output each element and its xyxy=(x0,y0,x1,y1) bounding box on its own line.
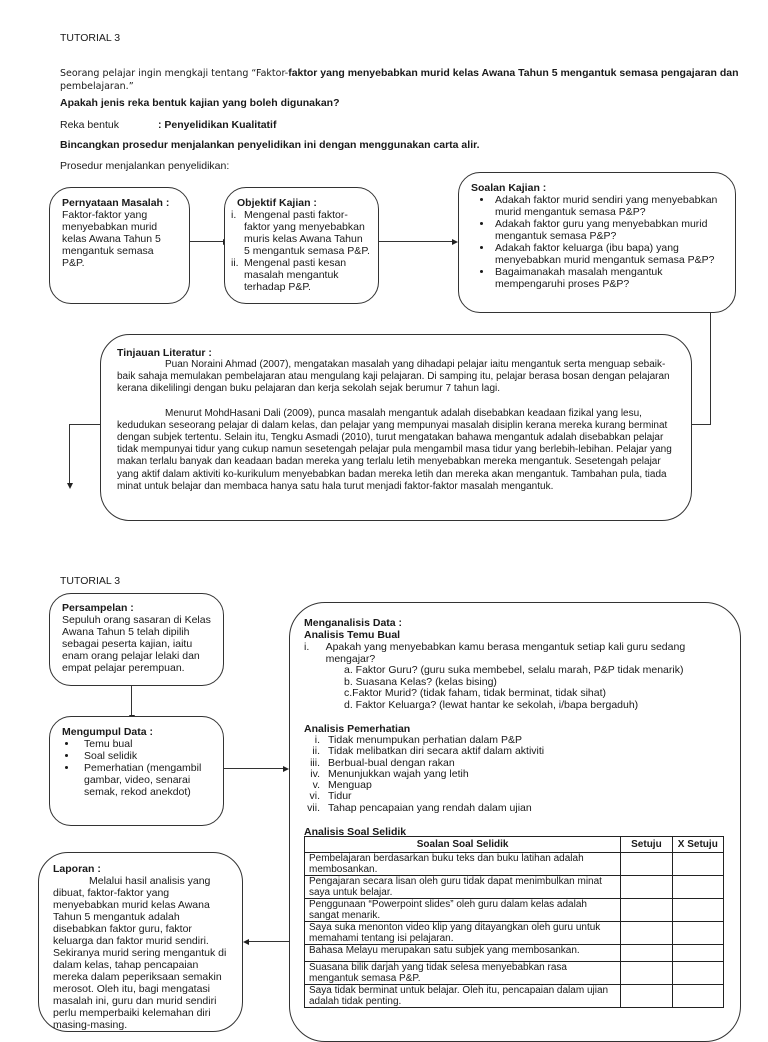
sampling-text: Sepuluh orang sasaran di Kelas Awana Tahun 5 telah dipilih sebagai peserta kajian, iaitu enam orang pelajar lelaki dan empat pelajar perempuan. xyxy=(62,614,211,674)
procedure-label: Prosedur menjalankan penyelidikan: xyxy=(60,160,230,172)
intro-suffix: pembelajaran.” xyxy=(60,81,134,92)
observation-item xyxy=(304,803,730,814)
connector-sampling-down xyxy=(131,686,132,716)
observation-num: i. xyxy=(314,734,320,746)
report-title: Laporan : xyxy=(53,863,101,875)
interview-question-num: i. xyxy=(304,641,310,653)
disagree-cell[interactable] xyxy=(672,899,723,922)
observation-text: Tidak menumpukan perhatian dalam P&P xyxy=(328,734,522,746)
disagree-cell[interactable] xyxy=(672,945,723,962)
question-cell: Suasana bilik darjah yang tidak selesa menyebabkan rasa mengantuk semasa P&P. xyxy=(305,962,621,985)
design-label: Reka bentuk xyxy=(60,119,119,131)
connector-horizontal-left xyxy=(69,424,100,425)
observation-text: Berbual-bual dengan rakan xyxy=(328,756,455,769)
observation-num: iii. xyxy=(310,756,320,769)
intro-prefix: Seorang pelajar ingin mengkaji tentang “Faktor- xyxy=(60,68,289,79)
disagree-cell[interactable] xyxy=(672,985,723,1008)
question-cell: Saya tidak berminat untuk belajar. Oleh itu, pencapaian dalam ujian adalah tidak penting. xyxy=(305,985,621,1008)
report-box xyxy=(38,852,243,1032)
research-question-item: • Adakah faktor guru yang menyebabkan murid mengantuk semasa P&P? xyxy=(493,218,725,242)
intro-bold: faktor yang menyebabkan murid kelas Awana Tahun 5 mengantuk semasa pengajaran dan xyxy=(288,67,739,79)
objectives-title: Objektif Kajian : xyxy=(237,197,317,209)
arrow-down-icon xyxy=(67,483,73,489)
question-cell: Pengajaran secara lisan oleh guru tidak dapat menimbulkan minat saya untuk belajar. xyxy=(305,876,621,899)
observation-text: Tidur xyxy=(328,790,352,803)
data-collection-item: • Pemerhatian (mengambil gambar, video, senarai semak, rekod anekdot) xyxy=(78,762,215,798)
observation-item xyxy=(304,746,730,757)
table-row xyxy=(305,945,724,962)
analysis-title: Menganalisis Data : xyxy=(304,617,403,629)
observation-item xyxy=(304,780,730,791)
interview-question xyxy=(304,641,730,665)
table-row xyxy=(305,962,724,985)
agree-cell[interactable] xyxy=(621,899,672,922)
disagree-cell[interactable] xyxy=(672,876,723,899)
literature-review-box xyxy=(100,334,692,521)
sampling-title: Persampelan : xyxy=(62,602,134,614)
objective-item xyxy=(231,257,370,293)
research-questions-title: Soalan Kajian : xyxy=(471,182,547,194)
research-question-item: • Adakah faktor murid sendiri yang menyebabkan murid mengantuk semasa P&P? xyxy=(493,194,725,218)
connector-analysis-left xyxy=(249,941,289,942)
objective-num: ii. xyxy=(231,257,239,269)
observation-text: Menguap xyxy=(328,779,372,792)
agree-cell[interactable] xyxy=(621,985,672,1008)
research-question-item: • Bagaimanakah masalah mengantuk mempengaruhi proses P&P? xyxy=(493,266,725,290)
connector-vertical-right xyxy=(710,313,711,424)
data-collection-title: Mengumpul Data : xyxy=(62,726,153,738)
agree-cell[interactable] xyxy=(621,922,672,945)
observation-text: Tahap pencapaian yang rendah dalam ujian xyxy=(328,801,532,814)
agree-cell[interactable] xyxy=(621,945,672,962)
data-collection-item: • Temu bual xyxy=(78,738,215,750)
objectives-box xyxy=(224,187,379,304)
table-row xyxy=(305,922,724,945)
interview-option: a. Faktor Guru? (guru suka membebel, selalu marah, P&P tidak menarik) xyxy=(344,664,684,676)
observation-num: ii. xyxy=(312,745,320,758)
disagree-cell[interactable] xyxy=(672,853,723,876)
table-row xyxy=(305,899,724,922)
objective-text: Mengenal pasti kesan masalah mengantuk terhadap P&P. xyxy=(244,257,347,293)
problem-statement-title: Pernyataan Masalah : xyxy=(62,197,170,209)
column-header: Setuju xyxy=(621,837,672,853)
question-cell: Bahasa Melayu merupakan satu subjek yang membosankan. xyxy=(305,945,621,962)
arrow-line-2 xyxy=(379,241,453,242)
report-text: Melalui hasil analisis yang dibuat, faktor-faktor yang menyebabkan murid kelas Awana Tahun 5 mengantuk adalah disebabkan faktor guru, faktor keluarga dan faktor murid sendiri. Sekiranya murid sering mengantuk di dalam kelas, tahap pencapaian mereka dalam peperiksaan semakin merosot. Oleh itu, bagi mengatasi masalah ini, guru dan murid sendiri perlu memperbaiki kelemahan diri masing-masing. xyxy=(53,875,227,1031)
interview-option: d. Faktor Keluarga? (lewat hantar ke sekolah, i/bapa bergaduh) xyxy=(344,698,639,711)
connector-vertical-left xyxy=(69,424,70,484)
data-collection-box xyxy=(49,716,224,826)
agree-cell[interactable] xyxy=(621,876,672,899)
column-header: X Setuju xyxy=(672,837,723,853)
question-design: Apakah jenis reka bentuk kajian yang boleh digunakan? xyxy=(60,97,340,109)
research-questions-box xyxy=(458,172,736,313)
interview-question-text: Apakah yang menyebabkan kamu berasa mengantuk setiap kali guru sedang mengajar? xyxy=(325,641,686,665)
column-header: Soalan Soal Selidik xyxy=(305,837,621,853)
arrow-left-icon xyxy=(243,939,249,945)
observation-num: vii. xyxy=(307,801,320,814)
interview-title: Analisis Temu Bual xyxy=(304,629,401,641)
interview-option: b. Suasana Kelas? (kelas bising) xyxy=(344,675,497,688)
questionnaire-title: Analisis Soal Selidik xyxy=(304,826,407,839)
agree-cell[interactable] xyxy=(621,853,672,876)
observation-text: Menunjukkan wajah yang letih xyxy=(328,767,469,780)
objective-item xyxy=(231,209,370,257)
table-header-row xyxy=(305,837,724,853)
agree-cell[interactable] xyxy=(621,962,672,985)
observation-num: iv. xyxy=(310,767,320,780)
research-question-item: • Adakah faktor keluarga (ibu bapa) yang menyebabkan murid mengantuk semasa P&P? xyxy=(493,242,725,266)
observation-num: vi. xyxy=(309,790,320,803)
literature-paragraph: Menurut MohdHasani Dali (2009), punca masalah mengantuk adalah disebabkan keadaan fizikal yang lesu, kedudukan seseorang pelajar di dalam kelas, dan pelajar yang mempunyai masalah disiplin kerana mereka kurang berminat dengan subjek tertentu. Selain itu, Tengku Asmadi (2010), turut mengatakan bahawa mengantuk adalah disebabkan pelajar tidak mempunyai tidur yang cukup namun sesetengah pelajar pula mengambil masa tidur yang berlebih-lebihan. Pelajar yang makan terlalu banyak dan keadaan badan mereka yang terlalu letih menyebabkan mereka mengantuk. Sesetengah pelajar yang aktif dalam aktiviti ko-kurikulum menyebabkan badan mereka letih dan mereka akan mengantuk. Tambahan pula, tiada minat untuk belajar dan membaca hanya satu hala turut menjadi faktor-faktor masalah mengantuk. xyxy=(117,407,672,492)
disagree-cell[interactable] xyxy=(672,962,723,985)
question-cell: Pembelajaran berdasarkan buku teks dan buku latihan adalah membosankan. xyxy=(305,853,621,876)
observation-text: Tidak melibatkan diri secara aktif dalam aktiviti xyxy=(328,745,545,758)
disagree-cell[interactable] xyxy=(672,922,723,945)
question-cell: Penggunaan “Powerpoint slides” oleh guru dalam kelas adalah sangat menarik. xyxy=(305,899,621,922)
interview-option: c.Faktor Murid? (tidak faham, tidak berminat, tidak sihat) xyxy=(344,687,607,699)
question-procedure: Bincangkan prosedur menjalankan penyelidikan ini dengan menggunakan carta alir. xyxy=(60,139,480,151)
table-row xyxy=(305,853,724,876)
table-row xyxy=(305,985,724,1008)
design-value: : Penyelidikan Kualitatif xyxy=(158,119,277,131)
page1-heading: TUTORIAL 3 xyxy=(60,32,121,44)
observation-title: Analisis Pemerhatian xyxy=(304,723,411,735)
connector-collection-right xyxy=(224,768,284,769)
objective-text: Mengenal pasti faktor-faktor yang menyebabkan muris kelas Awana Tahun 5 mengantuk semasa P&P. xyxy=(244,209,370,257)
problem-statement-text: Faktor-faktor yang menyebabkan murid kelas Awana Tahun 5 mengantuk semasa P&P. xyxy=(62,209,161,269)
literature-paragraph: Puan Noraini Ahmad (2007), mengatakan masalah yang dihadapi pelajar iaitu mengantuk serta menguap sebaik-baik sahaja memulakan pembelajaran atau mengulang kaji pelajaran. Di samping itu, pelajar berasa bosan dengan pelajaran kerana dikelilingi dengan buku pelajaran dan kerja sekolah sejak berumur 7 tahun lagi. xyxy=(117,359,670,395)
data-collection-item: • Soal selidik xyxy=(78,750,215,762)
table-row xyxy=(305,876,724,899)
question-cell: Saya suka menonton video klip yang ditayangkan oleh guru untuk memahami tentang isi pelajaran. xyxy=(305,922,621,945)
sampling-box xyxy=(49,593,224,686)
questionnaire-table xyxy=(304,836,724,1008)
page2-heading: TUTORIAL 3 xyxy=(60,575,121,587)
problem-statement-box xyxy=(49,187,190,304)
observation-num: v. xyxy=(312,779,320,792)
literature-review-title: Tinjauan Literatur : xyxy=(117,347,212,359)
arrow-line-1 xyxy=(190,241,224,242)
intro-text xyxy=(60,67,740,93)
objective-num: i. xyxy=(231,209,237,221)
connector-horizontal-right xyxy=(692,424,711,425)
